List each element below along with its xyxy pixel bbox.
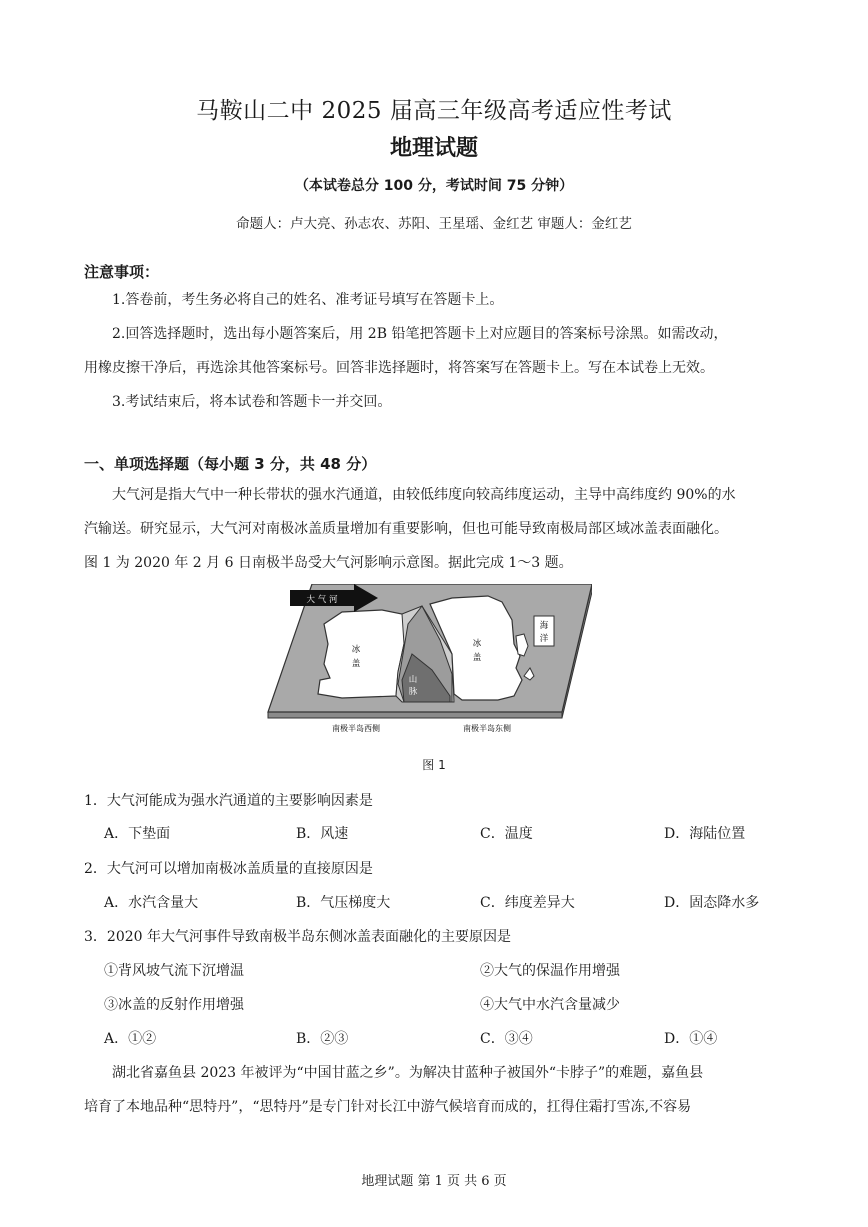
statement-4: ④大气中水汽含量减少 <box>480 997 620 1013</box>
question-stem: 1．大气河能成为强水汽通道的主要影响因素是 <box>84 793 373 809</box>
notice-item: 3.考试结束后，将本试卷和答题卡一并交回。 <box>112 394 392 410</box>
section-heading: 一、单项选择题（每小题 3 分，共 48 分） <box>84 455 377 473</box>
notice-item: 用橡皮擦干净后，再选涂其他答案标号。回答非选择题时，将答案写在答题卡上。写在本试卷上无效。 <box>84 360 714 376</box>
option-b: B．气压梯度大 <box>296 895 391 911</box>
mountain-label-1: 山 <box>408 675 418 685</box>
notice-item: 1.答卷前，考生务必将自己的姓名、准考证号填写在答题卡上。 <box>112 292 504 308</box>
ice-label-east-2: 盖 <box>472 653 482 663</box>
west-side-label: 南极半岛西侧 <box>332 724 380 733</box>
ocean-label-1: 海 <box>539 621 549 631</box>
exam-note: （本试卷总分 100 分，考试时间 75 分钟） <box>294 178 574 194</box>
option-c: C．温度 <box>480 826 533 842</box>
option-d: D．固态降水多 <box>664 895 760 911</box>
passage-line: 大气河是指大气中一种长带状的强水汽通道，由较低纬度向较高纬度运动，主导中高纬度约 90%的水 <box>112 487 736 503</box>
mountain-label-2: 脉 <box>408 687 418 697</box>
ice-sheet-west <box>318 610 408 698</box>
ocean-label-2: 洋 <box>539 634 549 644</box>
page-footer: 地理试题 第 1 页 共 6 页 <box>361 1174 507 1189</box>
antarctic-peninsula-diagram <box>262 584 592 736</box>
notice-item: 2.回答选择题时，选出每小题答案后，用 2B 铅笔把答题卡上对应题目的答案标号涂黑。如需改动， <box>112 326 728 342</box>
option-a: A．下垫面 <box>104 826 171 842</box>
option-d: D．①④ <box>664 1031 718 1047</box>
passage-line: 汽输送。研究显示，大气河对南极冰盖质量增加有重要影响，但也可能导致南极局部区域冰盖表面融化。 <box>84 521 728 537</box>
option-b: B．②③ <box>296 1031 349 1047</box>
statement-1: ①背风坡气流下沉增温 <box>104 963 244 979</box>
subject-title: 地理试题 <box>389 136 478 161</box>
figure-caption: 图 1 <box>422 758 446 772</box>
ice-label-east-1: 冰 <box>472 639 482 649</box>
question-stem: 3．2020 年大气河事件导致南极半岛东侧冰盖表面融化的主要原因是 <box>84 929 511 945</box>
passage-line: 培育了本地品种“思特丹”，“思特丹”是专门针对长江中游气候培育而成的，扛得住霜打雪冻,不容易 <box>84 1099 692 1115</box>
option-c: C．③④ <box>480 1031 533 1047</box>
option-a: A．水汽含量大 <box>104 895 199 911</box>
arrow-label: 大 气 河 <box>306 595 338 605</box>
ice-label-west-2: 盖 <box>351 659 361 669</box>
statement-2: ②大气的保温作用增强 <box>480 963 620 979</box>
question-stem: 2．大气河可以增加南极冰盖质量的直接原因是 <box>84 861 373 877</box>
base-front-edge <box>268 712 562 718</box>
exam-title: 马鞍山二中 2025 届高三年级高考适应性考试 <box>196 98 672 124</box>
option-c: C．纬度差异大 <box>480 895 575 911</box>
passage-line: 湖北省嘉鱼县 2023 年被评为“中国甘蓝之乡”。为解决甘蓝种子被国外“卡脖子”的难题，嘉鱼县 <box>112 1065 704 1081</box>
option-a: A．①② <box>104 1031 157 1047</box>
option-b: B．风速 <box>296 826 349 842</box>
notice-heading: 注意事项： <box>84 263 160 281</box>
passage-line: 图 1 为 2020 年 2 月 6 日南极半岛受大气河影响示意图。据此完成 1～3 题。 <box>84 555 573 571</box>
authors-line: 命题人：卢大亮、孙志农、苏阳、王星瑶、金红艺 审题人：金红艺 <box>236 216 632 232</box>
statement-3: ③冰盖的反射作用增强 <box>104 997 244 1013</box>
east-side-label: 南极半岛东侧 <box>463 724 511 733</box>
ice-label-west-1: 冰 <box>351 645 361 655</box>
option-d: D．海陆位置 <box>664 826 746 842</box>
